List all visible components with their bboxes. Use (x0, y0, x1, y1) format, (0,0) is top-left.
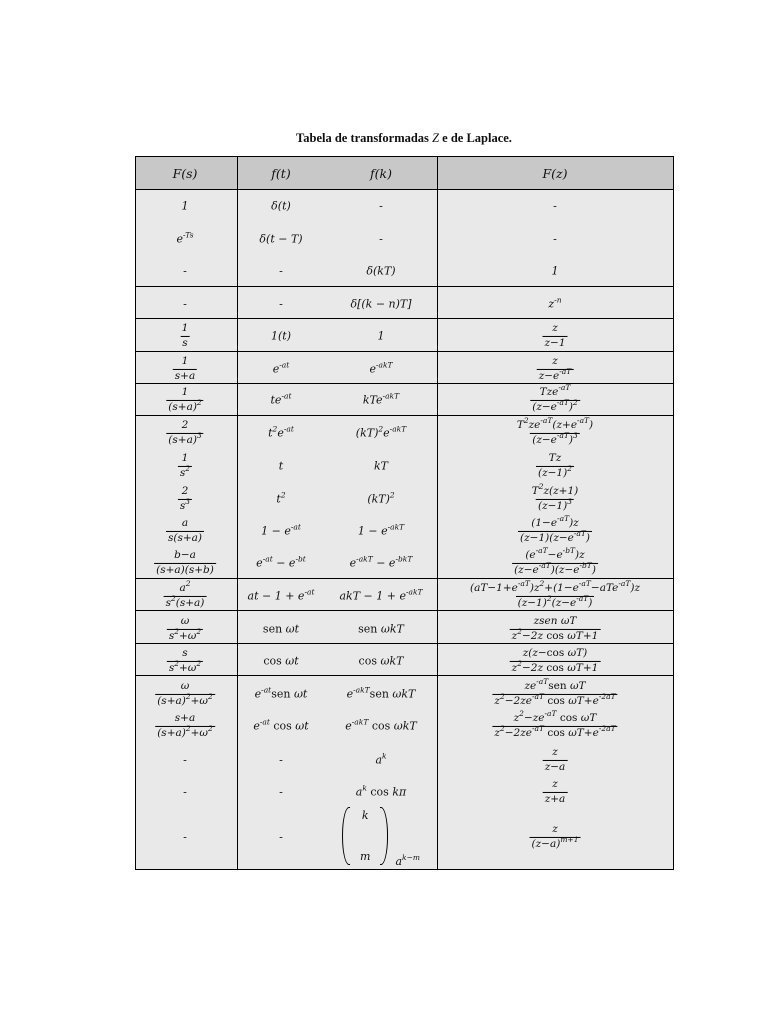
cell-z-transform-Fz: $\frac{z}{(z-a)^{m+1}}$ (531, 822, 579, 850)
cell-time-ft: $t^2e^{-at}$ (268, 424, 294, 440)
cell-time-ft: $e^{-at}sen$ ωt (254, 685, 308, 701)
row-divider (136, 415, 673, 416)
table-title (0, 131, 768, 146)
header-laplace-Fs: F(s) (172, 165, 198, 181)
column-divider (237, 157, 238, 869)
cell-laplace-Fs: - (183, 785, 187, 799)
cell-time-ft: at − $1 + e^{-at}$ (247, 587, 315, 603)
row-divider (136, 383, 673, 384)
row-divider (136, 189, 673, 190)
cell-laplace-Fs: - (183, 830, 187, 844)
cell-laplace-Fs: - (183, 264, 187, 278)
row-divider (136, 351, 673, 352)
cell-time-ft: - (279, 785, 283, 799)
cell-z-transform-Fz: 1 (551, 264, 559, 278)
cell-laplace-Fs: $\frac{s+a}{(s+a)^2+\omega^2}$ (157, 711, 213, 739)
cell-discrete-fk: k m $a^{k-m}$ (342, 807, 420, 867)
cell-time-ft: $1 - e^{-at}$ (261, 522, 301, 538)
cell-time-ft: $e^{-at}$ cos ωt (253, 717, 309, 733)
header-z-transform-Fz: F(z) (542, 165, 568, 181)
title-suffix: e de Laplace. (439, 131, 512, 145)
title-z: Z (432, 131, 440, 145)
cell-laplace-Fs: $\frac{\omega}{(s+a)^2+\omega^2}$ (157, 679, 213, 707)
cell-laplace-Fs: $\frac{b-a}{(s+a)(s+b)}$ (156, 548, 214, 576)
cell-laplace-Fs: $\frac{\omega}{s^2+\omega^2}$ (168, 614, 202, 642)
cell-z-transform-Fz: $\frac{(aT-1+e^{-aT})z^2+(1-e^{-aT}-aTe^{-aT})z}{(z-1)^2(z-e^{-aT})}$ (469, 578, 641, 609)
row-divider (136, 675, 673, 676)
cell-time-ft: cos ωt (263, 654, 299, 668)
binomial-coefficient: k m (342, 807, 388, 865)
cell-laplace-Fs: $\frac{1}{s^2}$ (179, 451, 191, 479)
cell-laplace-Fs: $\frac{a^2}{s^2(s+a)}$ (165, 578, 205, 609)
cell-laplace-Fs: - (183, 297, 187, 311)
cell-time-ft: - (279, 297, 283, 311)
cell-discrete-fk: sen ωkT (358, 622, 404, 636)
header-discrete-fk: f(k) (370, 165, 392, 181)
cell-discrete-fk: - (379, 232, 383, 246)
cell-z-transform-Fz: $\frac{(1-e^{-aT})z}{(z-1)(z-e^{-aT})}$ (520, 513, 590, 544)
cell-z-transform-Fz: $\frac{T^2z(z+1)}{(z-1)^3}$ (531, 481, 579, 512)
cell-z-transform-Fz: $\frac{z^2-ze^{-aT} \cos \omega T}{z^2-2ze^{-aT} \cos \omega T+e^{-2aT}}$ (494, 708, 616, 739)
cell-z-transform-Fz: $\frac{Tz}{(z-1)^2}$ (538, 451, 572, 479)
column-divider (437, 157, 438, 869)
cell-time-ft: sen ωt (262, 622, 300, 636)
cell-laplace-Fs: - (183, 753, 187, 767)
cell-time-ft: t (278, 459, 284, 473)
cell-z-transform-Fz: - (553, 199, 557, 213)
cell-discrete-fk: 1 (377, 329, 385, 343)
cell-time-ft: δ(t) (271, 199, 291, 213)
cell-discrete-fk: δ[(k − n)T] (350, 297, 412, 311)
cell-z-transform-Fz: $\frac{z}{z-e^{-aT}}$ (538, 354, 572, 382)
cell-z-transform-Fz: $\frac{Tze^{-aT}}{(z-e^{-aT})^2}$ (532, 382, 578, 413)
cell-time-ft: $t^2$ (276, 490, 286, 506)
cell-laplace-Fs: $\frac{1}{s+a}$ (174, 354, 196, 382)
cell-time-ft: δ(t − T) (259, 232, 303, 246)
cell-laplace-Fs: $\frac{2}{(s+a)^3}$ (168, 418, 202, 446)
cell-laplace-Fs: $\frac{s}{s^2+\omega^2}$ (168, 646, 202, 674)
row-divider (136, 286, 673, 287)
cell-laplace-Fs: $e^{-Ts}$ (176, 230, 194, 246)
row-divider (136, 610, 673, 611)
cell-z-transform-Fz: $\frac{ze^{-aT}sen \omega T}{z^2-2ze^{-aT} \cos \omega T+e^{-2aT}}$ (494, 676, 616, 707)
cell-discrete-fk: $1 - e^{-akT}$ (357, 522, 405, 538)
cell-discrete-fk: cos ωkT (358, 654, 404, 668)
cell-time-ft: - (279, 264, 283, 278)
cell-z-transform-Fz: $\frac{T^2ze^{-aT}(z+e^{-aT})}{(z-e^{-aT})^3}$ (516, 415, 594, 446)
cell-discrete-fk: (kT)$^2$ (367, 490, 395, 506)
cell-z-transform-Fz: - (553, 232, 557, 246)
cell-discrete-fk: - (379, 199, 383, 213)
cell-laplace-Fs: $\frac{1}{(s+a)^2}$ (168, 385, 202, 413)
row-divider (136, 578, 673, 579)
cell-time-ft: 1(t) (270, 329, 292, 343)
cell-discrete-fk: $e^{-akT}sen$ ωkT (346, 685, 416, 701)
row-divider (136, 318, 673, 319)
cell-discrete-fk: kT (373, 459, 389, 473)
row-divider (136, 643, 673, 644)
cell-laplace-Fs: $\frac{a}{s(s+a)}$ (167, 516, 203, 544)
cell-discrete-fk: $a^k$ (375, 751, 387, 767)
cell-discrete-fk: $(kT)^2e^{-akT}$ (355, 424, 407, 440)
table-header (136, 157, 673, 189)
cell-z-transform-Fz: $\frac{z}{z+a}$ (544, 777, 566, 805)
cell-time-ft: $e^{-at} - e^{-bt}$ (256, 554, 306, 570)
cell-discrete-fk: $e^{-akT} - e^{-bkT}$ (349, 554, 413, 570)
cell-time-ft: $te^{-at}$ (270, 391, 292, 407)
cell-z-transform-Fz: $\frac{z}{z-a}$ (544, 745, 566, 773)
cell-discrete-fk: kTe$^{-akT}$ (362, 391, 400, 407)
cell-z-transform-Fz: $\frac{\text{zsen ωT}}{z^2-2z \cos \omega T+1}$ (511, 614, 599, 642)
cell-discrete-fk: $a^k$ cos kπ (355, 783, 407, 799)
cell-discrete-fk: $e^{-akT}$ cos ωkT (345, 717, 417, 733)
cell-laplace-Fs: $\frac{2}{s^3}$ (179, 484, 191, 512)
transform-table (135, 156, 674, 870)
cell-time-ft: $e^{-at}$ (272, 360, 290, 376)
cell-laplace-Fs: 1 (181, 199, 189, 213)
cell-discrete-fk: δ(kT) (366, 264, 396, 278)
cell-time-ft: - (279, 830, 283, 844)
cell-laplace-Fs: $\frac{1}{s}$ (181, 321, 189, 349)
cell-discrete-fk: akT − $1 + e^{-akT}$ (339, 587, 423, 603)
title-prefix: Tabela de transformadas (296, 131, 433, 145)
cell-discrete-fk: $e^{-akT}$ (369, 360, 393, 376)
cell-z-transform-Fz: $z^{-n}$ (548, 295, 562, 311)
cell-time-ft: - (279, 753, 283, 767)
cell-z-transform-Fz: $\frac{\text{z(z−cos ωT)}}{z^2-2z \cos \omega T+1}$ (511, 646, 599, 674)
cell-z-transform-Fz: $\frac{z}{z-1}$ (544, 321, 566, 349)
header-time-ft: f(t) (271, 165, 291, 181)
cell-z-transform-Fz: $\frac{(e^{-aT}-e^{-bT})z}{(z-e^{-aT})(z-e^{-bT})}$ (514, 545, 596, 576)
